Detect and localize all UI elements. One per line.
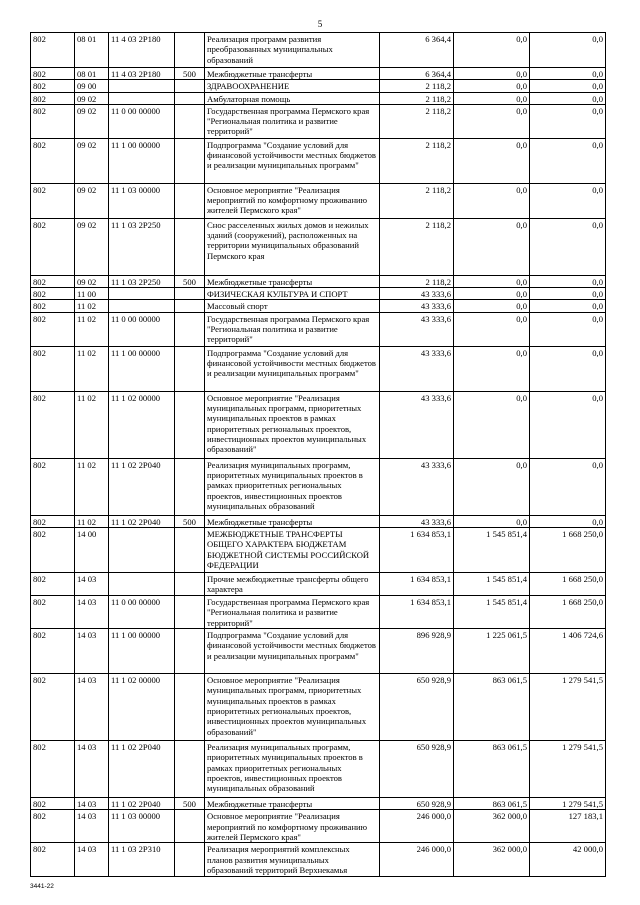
page-number: 5 <box>317 19 323 29</box>
cell-description: Реализация муниципальных программ, приоритетных муниципальных проектов в рамках приоритетных региональных проектов, инвестиционных проектов муниципальных образований <box>205 458 380 515</box>
cell-amount-1: 6 364,4 <box>380 33 454 68</box>
cell-department: 802 <box>31 138 75 183</box>
cell-amount-3: 0,0 <box>530 288 606 300</box>
cell-department: 802 <box>31 528 75 573</box>
table-row <box>31 458 606 515</box>
cell-amount-2: 0,0 <box>454 391 530 458</box>
table-row <box>31 843 606 877</box>
cell-amount-1: 6 364,4 <box>380 68 454 80</box>
cell-description: ЗДРАВООХРАНЕНИЕ <box>205 80 380 92</box>
cell-amount-2: 863 061,5 <box>454 674 530 741</box>
cell-expense-type <box>175 300 205 312</box>
cell-amount-2: 1 225 061,5 <box>454 629 530 674</box>
cell-expense-type <box>175 218 205 275</box>
cell-amount-2: 362 000,0 <box>454 843 530 877</box>
cell-amount-2: 0,0 <box>454 515 530 527</box>
cell-amount-2: 1 545 851,4 <box>454 596 530 629</box>
cell-amount-2: 362 000,0 <box>454 810 530 843</box>
cell-description: Массовый спорт <box>205 300 380 312</box>
cell-section: 08 01 <box>75 68 109 80</box>
cell-expense-type <box>175 288 205 300</box>
cell-amount-1: 43 333,6 <box>380 458 454 515</box>
cell-amount-1: 43 333,6 <box>380 312 454 346</box>
cell-amount-2: 0,0 <box>454 33 530 68</box>
cell-target-article: 11 1 00 00000 <box>109 138 175 183</box>
cell-section: 09 02 <box>75 183 109 218</box>
cell-amount-2: 0,0 <box>454 68 530 80</box>
cell-expense-type <box>175 843 205 877</box>
cell-amount-3: 0,0 <box>530 346 606 391</box>
cell-expense-type <box>175 810 205 843</box>
cell-department: 802 <box>31 92 75 104</box>
table-row <box>31 596 606 629</box>
cell-target-article: 11 1 03 2Р250 <box>109 218 175 275</box>
cell-section: 14 00 <box>75 528 109 573</box>
cell-expense-type: 500 <box>175 68 205 80</box>
cell-department: 802 <box>31 674 75 741</box>
cell-department: 802 <box>31 741 75 798</box>
cell-amount-1: 896 928,9 <box>380 629 454 674</box>
cell-amount-1: 246 000,0 <box>380 843 454 877</box>
cell-amount-1: 43 333,6 <box>380 515 454 527</box>
cell-target-article: 11 1 03 00000 <box>109 183 175 218</box>
cell-department: 802 <box>31 275 75 287</box>
cell-amount-3: 0,0 <box>530 68 606 80</box>
cell-description: Государственная программа Пермского края "Региональная политика и развитие территорий" <box>205 596 380 629</box>
cell-amount-1: 650 928,9 <box>380 741 454 798</box>
table-row <box>31 741 606 798</box>
cell-section: 11 02 <box>75 346 109 391</box>
cell-expense-type <box>175 312 205 346</box>
cell-amount-3: 0,0 <box>530 300 606 312</box>
cell-section: 11 02 <box>75 458 109 515</box>
cell-amount-1: 43 333,6 <box>380 300 454 312</box>
cell-target-article: 11 1 00 00000 <box>109 629 175 674</box>
cell-amount-3: 0,0 <box>530 138 606 183</box>
cell-amount-3: 0,0 <box>530 515 606 527</box>
cell-description: ФИЗИЧЕСКАЯ КУЛЬТУРА И СПОРТ <box>205 288 380 300</box>
cell-expense-type <box>175 391 205 458</box>
cell-description: Основное мероприятие "Реализация мероприятий по комфортному проживанию жителей Пермского края" <box>205 810 380 843</box>
cell-target-article <box>109 528 175 573</box>
cell-section: 09 02 <box>75 275 109 287</box>
cell-expense-type <box>175 573 205 596</box>
table-row <box>31 92 606 104</box>
cell-department: 802 <box>31 346 75 391</box>
cell-description: МЕЖБЮДЖЕТНЫЕ ТРАНСФЕРТЫ ОБЩЕГО ХАРАКТЕРА БЮДЖЕТАМ БЮДЖЕТНОЙ СИСТЕМЫ РОССИЙСКОЙ ФЕДЕРАЦИИ <box>205 528 380 573</box>
cell-department: 802 <box>31 843 75 877</box>
cell-expense-type: 500 <box>175 798 205 810</box>
cell-target-article: 11 1 02 00000 <box>109 674 175 741</box>
cell-amount-1: 650 928,9 <box>380 674 454 741</box>
cell-description: Снос расселенных жилых домов и нежилых зданий (сооружений), расположенных на территории муниципальных образований Пермского края <box>205 218 380 275</box>
cell-description: Государственная программа Пермского края "Региональная политика и развитие территорий" <box>205 104 380 138</box>
cell-amount-3: 1 668 250,0 <box>530 528 606 573</box>
cell-target-article <box>109 288 175 300</box>
cell-amount-2: 0,0 <box>454 275 530 287</box>
cell-amount-2: 0,0 <box>454 92 530 104</box>
cell-description: Реализация муниципальных программ, приоритетных муниципальных проектов в рамках приоритетных региональных проектов, инвестиционных проектов муниципальных образований <box>205 741 380 798</box>
cell-amount-3: 1 668 250,0 <box>530 573 606 596</box>
budget-table <box>30 32 606 877</box>
table-row <box>31 810 606 843</box>
cell-expense-type <box>175 80 205 92</box>
cell-amount-3: 42 000,0 <box>530 843 606 877</box>
table-row <box>31 515 606 527</box>
table-row <box>31 183 606 218</box>
cell-amount-2: 0,0 <box>454 458 530 515</box>
cell-department: 802 <box>31 183 75 218</box>
cell-description: Межбюджетные трансферты <box>205 275 380 287</box>
cell-expense-type: 500 <box>175 515 205 527</box>
cell-amount-2: 0,0 <box>454 312 530 346</box>
table-row <box>31 218 606 275</box>
cell-amount-3: 1 279 541,5 <box>530 741 606 798</box>
cell-section: 14 03 <box>75 810 109 843</box>
cell-section: 09 02 <box>75 104 109 138</box>
cell-amount-2: 0,0 <box>454 104 530 138</box>
cell-amount-1: 43 333,6 <box>380 346 454 391</box>
cell-amount-3: 1 406 724,6 <box>530 629 606 674</box>
cell-amount-2: 0,0 <box>454 346 530 391</box>
cell-section: 14 03 <box>75 843 109 877</box>
cell-description: Межбюджетные трансферты <box>205 68 380 80</box>
document-footer-code: 3441-22 <box>30 883 54 890</box>
cell-expense-type <box>175 528 205 573</box>
cell-department: 802 <box>31 573 75 596</box>
cell-amount-2: 1 545 851,4 <box>454 573 530 596</box>
cell-section: 14 03 <box>75 741 109 798</box>
cell-amount-3: 0,0 <box>530 312 606 346</box>
cell-amount-3: 1 279 541,5 <box>530 674 606 741</box>
cell-description: Подпрограмма "Создание условий для финансовой устойчивости местных бюджетов и реализации муниципальных программ" <box>205 629 380 674</box>
cell-amount-3: 0,0 <box>530 391 606 458</box>
cell-description: Межбюджетные трансферты <box>205 515 380 527</box>
cell-target-article: 11 4 03 2Р180 <box>109 33 175 68</box>
cell-description: Реализация программ развития преобразованных муниципальных образований <box>205 33 380 68</box>
cell-section: 09 00 <box>75 80 109 92</box>
cell-section: 14 03 <box>75 798 109 810</box>
cell-description: Подпрограмма "Создание условий для финансовой устойчивости местных бюджетов и реализации муниципальных программ" <box>205 138 380 183</box>
cell-target-article: 11 1 03 2Р250 <box>109 275 175 287</box>
cell-amount-3: 0,0 <box>530 275 606 287</box>
cell-amount-2: 0,0 <box>454 183 530 218</box>
cell-expense-type <box>175 741 205 798</box>
cell-target-article <box>109 300 175 312</box>
table-row <box>31 300 606 312</box>
cell-amount-3: 0,0 <box>530 458 606 515</box>
cell-department: 802 <box>31 458 75 515</box>
cell-amount-2: 0,0 <box>454 80 530 92</box>
cell-target-article: 11 1 02 2Р040 <box>109 515 175 527</box>
cell-amount-2: 0,0 <box>454 288 530 300</box>
cell-expense-type <box>175 138 205 183</box>
cell-target-article <box>109 92 175 104</box>
cell-description: Основное мероприятие "Реализация муниципальных программ, приоритетных муниципальных проектов в рамках приоритетных региональных проектов, инвестиционных проектов муниципальных образований" <box>205 391 380 458</box>
cell-amount-3: 1 279 541,5 <box>530 798 606 810</box>
cell-department: 802 <box>31 300 75 312</box>
cell-target-article: 11 1 02 2Р040 <box>109 741 175 798</box>
cell-target-article: 11 1 02 2Р040 <box>109 798 175 810</box>
cell-amount-3: 0,0 <box>530 33 606 68</box>
cell-description: Межбюджетные трансферты <box>205 798 380 810</box>
table-row <box>31 629 606 674</box>
cell-amount-1: 2 118,2 <box>380 275 454 287</box>
cell-amount-1: 1 634 853,1 <box>380 528 454 573</box>
cell-amount-1: 650 928,9 <box>380 798 454 810</box>
table-row <box>31 674 606 741</box>
cell-department: 802 <box>31 104 75 138</box>
cell-amount-3: 0,0 <box>530 92 606 104</box>
cell-amount-2: 0,0 <box>454 218 530 275</box>
cell-department: 802 <box>31 68 75 80</box>
cell-target-article: 11 1 02 00000 <box>109 391 175 458</box>
cell-target-article: 11 0 00 00000 <box>109 312 175 346</box>
cell-department: 802 <box>31 391 75 458</box>
cell-department: 802 <box>31 218 75 275</box>
cell-section: 14 03 <box>75 674 109 741</box>
cell-department: 802 <box>31 33 75 68</box>
cell-amount-3: 1 668 250,0 <box>530 596 606 629</box>
cell-expense-type <box>175 674 205 741</box>
cell-expense-type <box>175 104 205 138</box>
cell-section: 11 02 <box>75 515 109 527</box>
cell-amount-3: 0,0 <box>530 104 606 138</box>
cell-expense-type <box>175 92 205 104</box>
cell-section: 14 03 <box>75 596 109 629</box>
cell-amount-3: 0,0 <box>530 183 606 218</box>
cell-amount-2: 1 545 851,4 <box>454 528 530 573</box>
cell-target-article: 11 0 00 00000 <box>109 104 175 138</box>
cell-expense-type <box>175 458 205 515</box>
cell-section: 09 02 <box>75 218 109 275</box>
table-row <box>31 275 606 287</box>
table-row <box>31 104 606 138</box>
cell-description: Амбулаторная помощь <box>205 92 380 104</box>
cell-department: 802 <box>31 629 75 674</box>
table-row <box>31 138 606 183</box>
table-row <box>31 288 606 300</box>
cell-expense-type <box>175 596 205 629</box>
cell-target-article: 11 0 00 00000 <box>109 596 175 629</box>
cell-description: Основное мероприятие "Реализация мероприятий по комфортному проживанию жителей Пермского края" <box>205 183 380 218</box>
table-row <box>31 573 606 596</box>
cell-amount-1: 43 333,6 <box>380 391 454 458</box>
cell-section: 09 02 <box>75 92 109 104</box>
cell-section: 11 00 <box>75 288 109 300</box>
cell-section: 14 03 <box>75 629 109 674</box>
table-row <box>31 80 606 92</box>
cell-expense-type: 500 <box>175 275 205 287</box>
cell-amount-3: 0,0 <box>530 218 606 275</box>
cell-expense-type <box>175 33 205 68</box>
table-row <box>31 391 606 458</box>
cell-amount-1: 2 118,2 <box>380 138 454 183</box>
cell-department: 802 <box>31 288 75 300</box>
cell-amount-2: 0,0 <box>454 138 530 183</box>
cell-amount-2: 863 061,5 <box>454 798 530 810</box>
cell-amount-1: 1 634 853,1 <box>380 596 454 629</box>
cell-amount-2: 863 061,5 <box>454 741 530 798</box>
cell-amount-1: 2 118,2 <box>380 104 454 138</box>
cell-amount-2: 0,0 <box>454 300 530 312</box>
cell-expense-type <box>175 346 205 391</box>
cell-department: 802 <box>31 596 75 629</box>
cell-target-article: 11 1 02 2Р040 <box>109 458 175 515</box>
table-row <box>31 346 606 391</box>
cell-section: 14 03 <box>75 573 109 596</box>
budget-table-body <box>31 33 606 877</box>
cell-target-article: 11 1 00 00000 <box>109 346 175 391</box>
cell-expense-type <box>175 183 205 218</box>
cell-department: 802 <box>31 515 75 527</box>
cell-section: 09 02 <box>75 138 109 183</box>
cell-description: Реализация мероприятий комплексных планов развития муниципальных образований территорий Верхнекамья <box>205 843 380 877</box>
table-row <box>31 33 606 68</box>
cell-description: Подпрограмма "Создание условий для финансовой устойчивости местных бюджетов и реализации муниципальных программ" <box>205 346 380 391</box>
cell-section: 11 02 <box>75 391 109 458</box>
cell-amount-1: 246 000,0 <box>380 810 454 843</box>
cell-amount-1: 2 118,2 <box>380 92 454 104</box>
table-row <box>31 68 606 80</box>
cell-target-article: 11 1 03 2Р310 <box>109 843 175 877</box>
cell-description: Прочие межбюджетные трансферты общего характера <box>205 573 380 596</box>
cell-department: 802 <box>31 80 75 92</box>
table-row <box>31 312 606 346</box>
cell-expense-type <box>175 629 205 674</box>
cell-amount-1: 43 333,6 <box>380 288 454 300</box>
cell-section: 11 02 <box>75 300 109 312</box>
cell-department: 802 <box>31 810 75 843</box>
cell-target-article: 11 1 03 00000 <box>109 810 175 843</box>
cell-amount-1: 2 118,2 <box>380 80 454 92</box>
cell-amount-3: 0,0 <box>530 80 606 92</box>
table-row <box>31 528 606 573</box>
cell-section: 11 02 <box>75 312 109 346</box>
cell-amount-1: 2 118,2 <box>380 183 454 218</box>
cell-amount-3: 127 183,1 <box>530 810 606 843</box>
cell-description: Основное мероприятие "Реализация муниципальных программ, приоритетных муниципальных проектов в рамках приоритетных региональных проектов, инвестиционных проектов муниципальных образований" <box>205 674 380 741</box>
cell-department: 802 <box>31 312 75 346</box>
cell-description: Государственная программа Пермского края "Региональная политика и развитие территорий" <box>205 312 380 346</box>
cell-amount-1: 1 634 853,1 <box>380 573 454 596</box>
cell-department: 802 <box>31 798 75 810</box>
cell-amount-1: 2 118,2 <box>380 218 454 275</box>
table-row <box>31 798 606 810</box>
cell-section: 08 01 <box>75 33 109 68</box>
cell-target-article: 11 4 03 2Р180 <box>109 68 175 80</box>
cell-target-article <box>109 80 175 92</box>
cell-target-article <box>109 573 175 596</box>
